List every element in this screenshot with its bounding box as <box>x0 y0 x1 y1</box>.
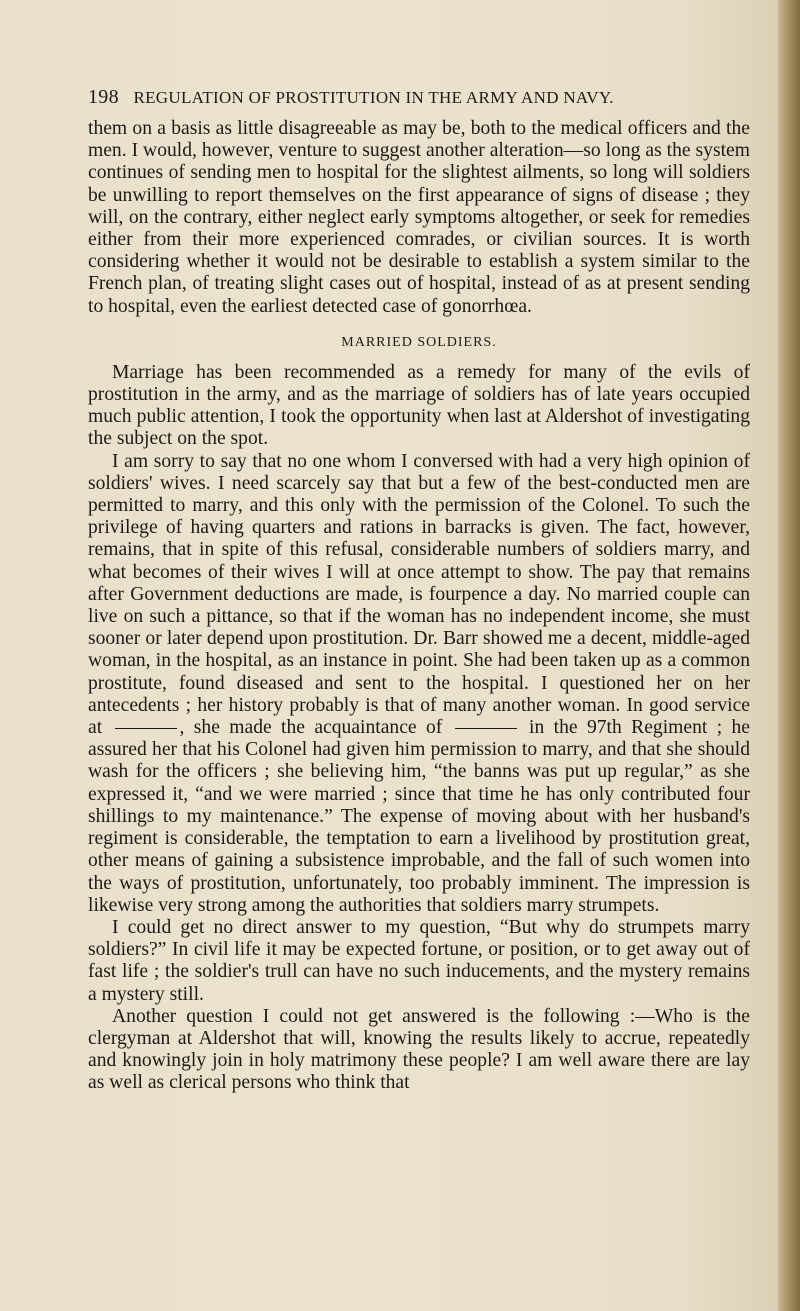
body-text <box>88 118 750 1095</box>
paragraph-soldiers-wives <box>88 451 750 917</box>
running-head <box>88 86 728 116</box>
paragraph-soldiers-wives-part-2: , she made the acquaintance of <box>179 717 443 739</box>
paragraph-marriage-remedy: Marriage has been recommended as a remedy for many of the evils of prostitution in the army, and as the marriage of soldiers has of late years occupied much public attention, I took the opportunity when last at Aldershot of investigating the subject on the spot. <box>88 361 750 450</box>
running-title: REGULATION OF PROSTITUTION IN THE ARMY AND NAVY. <box>133 88 614 107</box>
paragraph-strumpets-question: I could get no direct answer to my question, “But why do strumpets marry soldiers?” In civil life it may be expected fortune, or position, or to get away out of fast life ; the soldier's trull can have no such inducements, and the mystery remains a mystery still. <box>88 916 750 1005</box>
paragraph-continuation: them on a basis as little disagreeable as may be, both to the medical officers and the men. I would, however, venture to suggest another alteration—so long as the system continues of sending men to hospital for the slightest ailments, so long will soldiers be unwilling to report themselves on the first appearance of signs of disease ; they will, on the contrary, either neglect early symptoms altogether, or seek for remedies either from their more experienced comrades, or civilian sources. It is worth considering whether it would not be desirable to establish a system similar to the French plan, of treating slight cases out of hospital, instead of as at present sending to hospital, even the earliest detected case of gonorrhœa. <box>88 118 750 317</box>
paragraph-clergyman-question: Another question I could not get answered is the following :—Who is the clergyman at Aldershot that will, knowing the results likely to accrue, repeatedly and knowingly join in holy matrimony these people? I am well aware there are lay as well as clerical persons who think that <box>88 1005 750 1094</box>
page-number: 198 <box>88 86 119 108</box>
redaction-blank-1 <box>115 728 177 729</box>
redaction-blank-2 <box>455 728 517 729</box>
paragraph-soldiers-wives-part-1: I am sorry to say that no one whom I conversed with had a very high opinion of soldiers' wives. I need scarcely say that but a few of the best-conducted men are permitted to marry, and this only with the permission of the Colonel. To such the privilege of having quarters and rations in barracks is given. The fact, however, remains, that in spite of this refusal, considerable numbers of soldiers marry, and what becomes of their wives I will at once attempt to show. The pay that remains after Government deductions are made, is fourpence a day. No married couple can live on such a pittance, so that if the woman has no independent income, she must sooner or later depend upon prostitution. Dr. Barr showed me a decent, middle-aged woman, in the hospital, as an instance in point. She had been taken up as a common prostitute, found diseased and sent to the hospital. I questioned her on her antecedents ; her history probably is that of many another woman. In good service at <box>88 450 750 739</box>
page-edge-shadow <box>778 0 800 1311</box>
section-heading: MARRIED SOLDIERS. <box>341 334 497 350</box>
paragraph-soldiers-wives-part-3: in the 97th Regiment ; he assured her that his Colonel had given him permission to marry, and that she should wash for the officers ; she believing him, “the banns was put up regular,” as she expressed it, “and we were married ; since that time he has only contributed four shillings to my maintenance.” The expense of moving about with her husband's regiment is considerable, the temptation to earn a livelihood by prostitution great, other means of gaining a subsistence improbable, and the fall of such women into the ways of prostitution, unfortunately, too probably imminent. The impression is likewise very strong among the authorities that soldiers marry strumpets. <box>88 717 750 916</box>
